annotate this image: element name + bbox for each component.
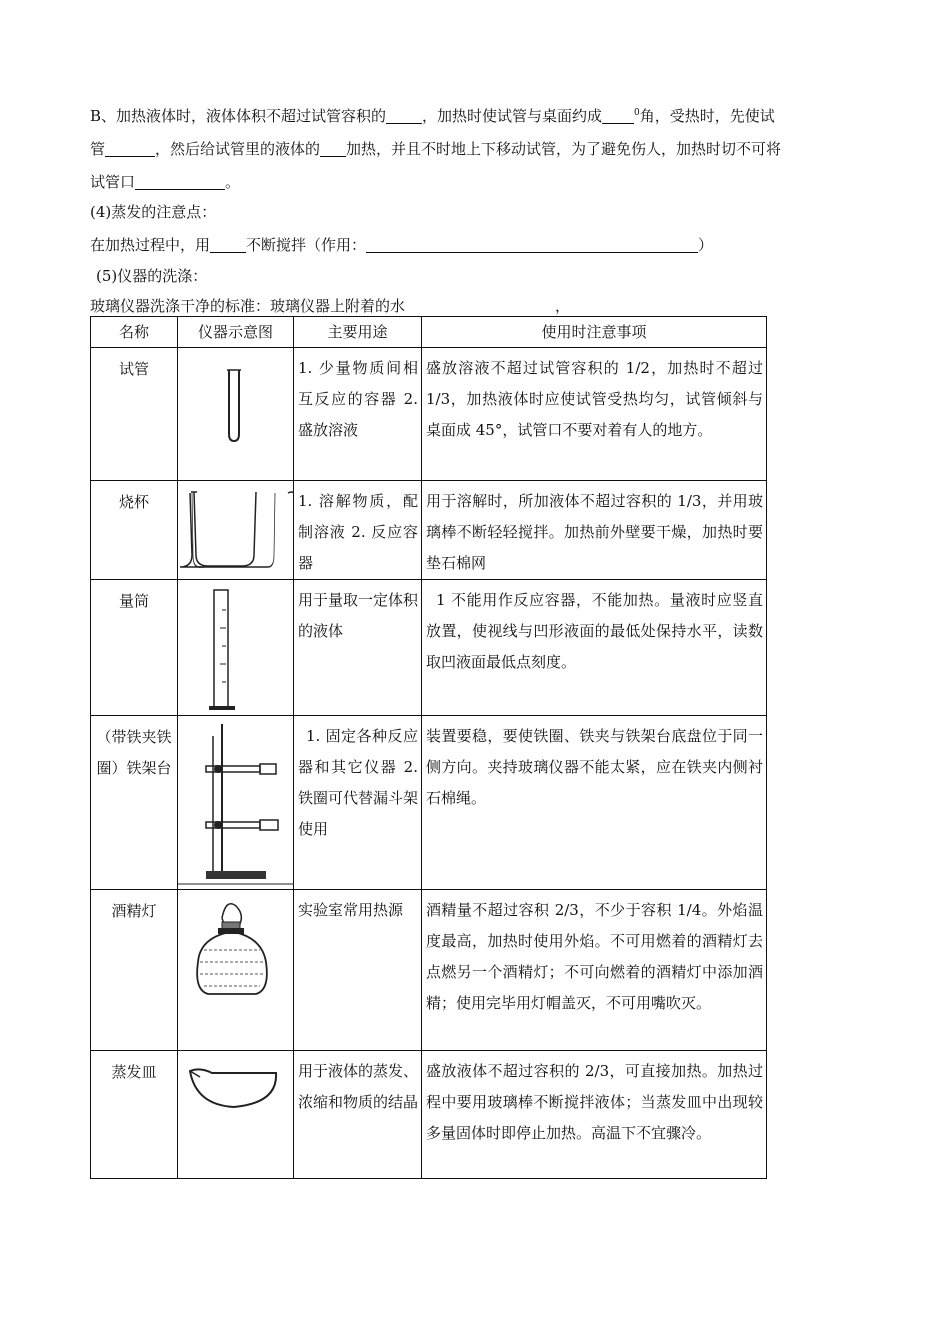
header-diagram: 仪器示意图 (178, 317, 294, 348)
instrument-use: 用于量取一定体积的液体 (294, 580, 422, 716)
instrument-diagram (178, 481, 294, 580)
washing-line: 玻璃仪器洗涤干净的标准：玻璃仪器上附着的水 ， (90, 297, 571, 315)
instrument-diagram (178, 348, 294, 481)
instrument-use: 1. 固定各种反应器和其它仪器 2. 铁圈可代替漏斗架使用 (294, 716, 422, 890)
heating-line-2: 管 ，然后给试管里的液体的 加热，并且不时地上下移动试管，为了避免伤人，加热时切不可将 (90, 140, 782, 158)
instrument-use: 实验室常用热源 (294, 890, 422, 1051)
instrument-use: 1. 少量物质间相互反应的容器 2. 盛放溶液 (294, 348, 422, 481)
instrument-diagram (178, 580, 294, 716)
heating-line-1: B、加热液体时，液体体积不超过试管容积的 ，加热时使试管与桌面约成 $^0$角，受热时，先使试 (90, 107, 775, 125)
iron-stand-icon (178, 716, 294, 890)
header-name: 名称 (91, 317, 178, 348)
evaporating-dish-icon (178, 1051, 294, 1179)
instrument-note: 盛放液体不超过容积的 2/3，可直接加热。加热过程中要用玻璃棒不断搅拌液体；当蒸发皿中出现较多量固体时即停止加热。高温下不宜骤冷。 (422, 1051, 767, 1179)
evaporation-line: 在加热过程中，用 不断搅拌（作用： ） (90, 236, 714, 254)
fill-blank[interactable] (210, 234, 246, 253)
heating-paragraph (90, 97, 870, 199)
header-use: 主要用途 (294, 317, 422, 348)
instrument-use: 1. 溶解物质，配制溶液 2. 反应容器 (294, 481, 422, 580)
instrument-table (90, 316, 767, 1179)
instrument-name: 烧杯 (91, 481, 178, 580)
test-tube-icon (178, 348, 294, 481)
heating-line-3: 试管口 。 (90, 173, 241, 191)
washing-section (90, 260, 870, 319)
table-row (91, 1051, 767, 1179)
table-row (91, 716, 767, 890)
instrument-name: （带铁夹铁圈）铁架台 (91, 716, 178, 890)
instrument-diagram (178, 716, 294, 890)
instrument-use: 用于液体的蒸发、浓缩和物质的结晶 (294, 1051, 422, 1179)
fill-blank[interactable] (105, 138, 155, 157)
table-row (91, 481, 767, 580)
instrument-note: 1 不能用作反应容器，不能加热。量液时应竖直放置，使视线与凹形液面的最低处保持水平，读数取凹液面最低点刻度。 (422, 580, 767, 716)
evaporation-heading: (4)蒸发的注意点： (90, 203, 217, 221)
evaporation-section (90, 196, 870, 262)
washing-heading: (5)仪器的洗涤： (96, 267, 208, 285)
instrument-name: 量筒 (91, 580, 178, 716)
instrument-diagram (178, 890, 294, 1051)
fill-blank[interactable] (135, 171, 225, 190)
table-row (91, 890, 767, 1051)
instrument-name: 试管 (91, 348, 178, 481)
instrument-note: 盛放溶液不超过试管容积的 1/2，加热时不超过 1/3，加热液体时应使试管受热均匀，试管倾斜与桌面成 45°，试管口不要对着有人的地方。 (422, 348, 767, 481)
instrument-note: 装置要稳，要使铁圈、铁夹与铁架台底盘位于同一侧方向。夹持玻璃仪器不能太紧，应在铁夹内侧衬石棉绳。 (422, 716, 767, 890)
beaker-icon (178, 481, 294, 577)
fill-blank[interactable] (366, 234, 698, 253)
alcohol-lamp-icon (178, 890, 294, 1051)
table-header-row (91, 317, 767, 348)
instrument-name: 酒精灯 (91, 890, 178, 1051)
table-row (91, 580, 767, 716)
instrument-note: 用于溶解时，所加液体不超过容积的 1/3，并用玻璃棒不断轻轻搅拌。加热前外壁要干燥，加热时要垫石棉网 (422, 481, 767, 580)
instrument-diagram (178, 1051, 294, 1179)
fill-blank[interactable] (602, 105, 634, 124)
graduated-cylinder-icon (178, 580, 294, 716)
fill-blank[interactable] (386, 105, 422, 124)
header-notes: 使用时注意事项 (422, 317, 767, 348)
instrument-name: 蒸发皿 (91, 1051, 178, 1179)
table-row (91, 348, 767, 481)
instrument-note: 酒精量不超过容积 2/3，不少于容积 1/4。外焰温度最高，加热时使用外焰。不可用燃着的酒精灯去点燃另一个酒精灯；不可向燃着的酒精灯中添加酒精；使用完毕用灯帽盖灭，不可用嘴吹灭。 (422, 890, 767, 1051)
fill-blank[interactable] (320, 138, 346, 157)
